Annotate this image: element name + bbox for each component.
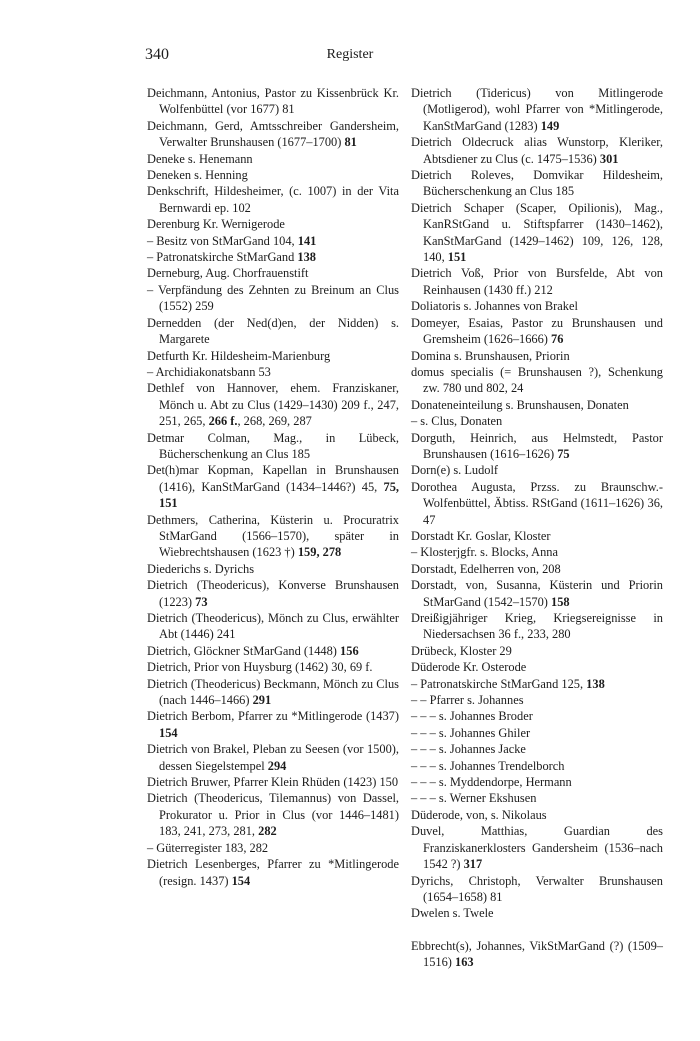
index-entry (147, 840, 399, 856)
entry-text: Detmar Colman, Mag., in Lübeck, Bücherschenkung an Clus 185 (147, 430, 399, 461)
index-entry (411, 200, 663, 266)
entry-text: Derenburg Kr. Wernigerode (147, 217, 285, 232)
index-entry (411, 265, 663, 298)
index-entry (411, 298, 663, 314)
entry-text: Deichmann, Antonius, Pastor zu Kissenbrück Kr. Wolfenbüttel (vor 1677) 81 (147, 86, 399, 117)
entry-text: Dorstadt, von, Susanna, Küsterin und Priorin StMarGand (1542–1570) (411, 578, 663, 609)
entry-text: Det(h)mar Kopman, Kapellan in Brunshausen (1416), KanStMarGand (1434–1446?) 45, (147, 463, 399, 494)
entry-text: Domeyer, Esaias, Pastor zu Brunshausen und Gremsheim (1626–1666) (411, 315, 663, 347)
index-entry (147, 741, 399, 774)
index-entry (411, 364, 663, 397)
entry-main-reference: 154 (159, 725, 178, 740)
index-entry (411, 823, 663, 872)
entry-text: Donateneinteilung s. Brunshausen, Donaten (411, 397, 629, 412)
index-entry (411, 725, 663, 741)
entry-text: Dietrich (Theodericus, Tilemannus) von Dassel, Prokurator u. Prior in Clus (vor 1446–1481) 183, 241, 273, 281, (147, 791, 399, 839)
entry-text: Düderode, von, s. Nikolaus (411, 807, 547, 822)
entry-main-reference: 158 (551, 594, 570, 609)
entry-text: Domina s. Brunshausen, Priorin (411, 348, 570, 363)
index-entry (147, 774, 399, 790)
index-entry (411, 643, 663, 659)
index-entry (147, 430, 399, 463)
entry-text: – Klosterjgfr. s. Blocks, Anna (411, 545, 558, 560)
running-head: Register (326, 47, 374, 62)
index-entry (147, 315, 399, 348)
entry-text: Dethmers, Catherina, Küsterin u. Procuratrix StMarGand (1566–1570), später in Wiebrechtshausen (1623 †) (147, 512, 399, 560)
entry-text: Dorstadt Kr. Goslar, Kloster (411, 528, 551, 543)
index-entry (147, 282, 399, 315)
entry-text: Deneke s. Henemann (147, 151, 253, 166)
entry-main-reference: 291 (252, 693, 272, 708)
entry-main-reference: 141 (297, 233, 317, 248)
entry-text-continued: , 268, 269, 287 (237, 414, 312, 429)
entry-main-reference: 163 (455, 955, 474, 970)
entry-text: Dietrich Lesenberges, Pfarrer zu *Mitlingerode (resign. 1437) (147, 857, 399, 888)
entry-text: Deichmann, Gerd, Amtsschreiber Gandersheim, Verwalter Brunshausen (1677–1700) (147, 118, 399, 150)
index-entry (411, 873, 663, 906)
entry-text: Dietrich (Theodericus) Beckmann, Mönch zu Clus (nach 1446–1466) (147, 676, 399, 708)
entry-main-reference: 76 (551, 332, 564, 347)
index-entry (411, 315, 663, 348)
index-entry (411, 807, 663, 823)
entry-text: Dietrich (Theodericus), Konverse Brunshausen (1223) (147, 578, 399, 609)
entry-text: Duvel, Matthias, Guardian des Franziskanerklosters Gandersheim (1536–nach 1542 ?) (411, 824, 663, 872)
entry-text: – – – s. Johannes Ghiler (411, 725, 531, 740)
entry-main-reference: 75 (557, 446, 570, 461)
index-entry (147, 118, 399, 151)
entry-text: Dietrich Bruwer, Pfarrer Klein Rhüden (1423) 150 (147, 775, 399, 790)
index-entry (147, 167, 399, 183)
page-number: 340 (145, 46, 169, 63)
index-entry (147, 561, 399, 577)
entry-text: Dietrich (Theodericus), Mönch zu Clus, erwählter Abt (1446) 241 (147, 611, 399, 642)
entry-main-reference: 266 f. (208, 414, 238, 429)
index-entry (411, 758, 663, 774)
entry-text: Dietrich Roleves, Domvikar Hildesheim, Bücherschenkung an Clus 185 (411, 168, 663, 199)
entry-text: Dietrich (Tidericus) von Mitlingerode (Motligerod), wohl Pfarrer von *Mitlingerode, KanStMarGand (1283) (411, 86, 663, 133)
index-column-right (411, 85, 663, 971)
entry-text: Dyrichs, Christoph, Verwalter Brunshausen (1654–1658) 81 (411, 873, 663, 904)
index-entry (411, 348, 663, 364)
index-entry (411, 905, 663, 921)
entry-text: – – – s. Werner Ekshusen (411, 791, 537, 806)
entry-text: Diederichs s. Dyrichs (147, 561, 255, 576)
entry-main-reference: 154 (231, 873, 251, 888)
entry-text: Dietrich von Brakel, Pleban zu Seesen (vor 1500), dessen Siegelstempel (147, 742, 399, 773)
entry-main-reference: 75, 151 (159, 479, 399, 511)
entry-text: – Güterregister 183, 282 (147, 840, 269, 855)
entry-text: Derneburg, Aug. Chorfrauenstift (147, 266, 309, 281)
entry-text: – – – s. Johannes Trendelborch (411, 758, 565, 773)
index-entry (147, 708, 399, 741)
entry-text: – Besitz von StMarGand 104, (147, 233, 298, 248)
index-entry (147, 577, 399, 610)
index-entry (147, 856, 399, 889)
index-entry (411, 479, 663, 528)
index-entry (411, 708, 663, 724)
entry-text: Doliatoris s. Johannes von Brakel (411, 299, 578, 314)
index-entry (411, 741, 663, 757)
entry-text: Dreißigjähriger Krieg, Kriegsereignisse in Niedersachsen 36 f., 233, 280 (411, 611, 663, 642)
index-entry (411, 462, 663, 478)
entry-main-reference: 301 (599, 151, 619, 166)
entry-text: Dorothea Augusta, Przss. zu Braunschw.-Wolfenbüttel, Äbtiss. RStGand (1611–1626) 36, 47 (411, 479, 663, 527)
index-entry (147, 659, 399, 675)
index-entry (411, 610, 663, 643)
index-entry (411, 430, 663, 463)
entry-main-reference: 149 (540, 118, 560, 133)
index-entry (411, 167, 663, 200)
index-entry (411, 577, 663, 610)
entry-text: Düderode Kr. Osterode (411, 660, 527, 675)
entry-text: – Verpfändung des Zehnten zu Breinum an Clus (1552) 259 (147, 282, 399, 314)
index-entry (147, 364, 399, 380)
index-entry (147, 462, 399, 511)
entry-main-reference: 138 (297, 250, 316, 265)
index-column-left (147, 85, 399, 889)
entry-text: – s. Clus, Donaten (411, 414, 503, 429)
entry-text: Dernedden (der Ned(d)en, der Nidden) s. Margarete (147, 315, 399, 347)
index-entry (411, 938, 663, 971)
entry-text: – – – s. Johannes Broder (411, 709, 533, 724)
index-entry (147, 380, 399, 429)
index-entry (411, 790, 663, 806)
index-entry (147, 183, 399, 216)
index-entry (147, 790, 399, 839)
entry-main-reference: 81 (344, 135, 357, 150)
entry-text: Dwelen s. Twele (411, 906, 494, 921)
entry-text: Dietrich Berbom, Pfarrer zu *Mitlingerode (1437) (147, 709, 399, 724)
entry-main-reference: 159, 278 (297, 545, 342, 560)
index-entry (147, 643, 399, 659)
entry-main-reference: 138 (586, 676, 605, 691)
index-entry (411, 397, 663, 413)
entry-text: domus specialis (= Brunshausen ?), Schenkung zw. 780 und 802, 24 (411, 364, 663, 396)
entry-main-reference: 317 (463, 857, 483, 872)
index-entry (147, 216, 399, 232)
entry-text: Dorn(e) s. Ludolf (411, 463, 499, 478)
index-entry (411, 85, 663, 134)
entry-text: Dietrich, Prior von Huysburg (1462) 30, 69 f. (147, 660, 373, 675)
index-entry (147, 151, 399, 167)
index-entry (411, 134, 663, 167)
index-entry (147, 249, 399, 265)
entry-main-reference: 282 (258, 824, 277, 839)
entry-text: Dietrich, Glöckner StMarGand (1448) (147, 643, 341, 658)
index-entry (147, 512, 399, 561)
entry-text: Dethlef von Hannover, ehem. Franziskaner, Mönch u. Abt zu Clus (1429–1430) 209 f., 247, 251, 265, (147, 381, 399, 429)
index-entry (411, 413, 663, 429)
entry-text: – – – s. Myddendorpe, Hermann (411, 775, 572, 790)
index-entry (147, 265, 399, 281)
entry-text: Deneken s. Henning (147, 168, 248, 183)
column-gap (411, 922, 663, 938)
index-entry (147, 85, 399, 118)
entry-text: Dietrich Oldecruck alias Wunstorp, Kleriker, Abtsdiener zu Clus (c. 1475–1536) (411, 135, 663, 166)
index-entry (147, 233, 399, 249)
entry-text: Ebbrecht(s), Johannes, VikStMarGand (?) (1509–1516) (411, 938, 663, 970)
entry-text: – – Pfarrer s. Johannes (411, 693, 524, 708)
entry-text: Dietrich Schaper (Scaper, Opilionis), Mag., KanRStGand u. Stiftspfarrer (1430–1462), KanStMarGand (1429–1462) 109, 126, 128, 140, (411, 200, 663, 265)
index-entry (411, 774, 663, 790)
entry-text: – Archidiakonatsbann 53 (147, 364, 271, 379)
entry-text: – – – s. Johannes Jacke (411, 742, 526, 757)
entry-text: Dietrich Voß, Prior von Bursfelde, Abt von Reinhausen (1430 ff.) 212 (411, 266, 663, 297)
entry-text: Dorstadt, Edelherren von, 208 (411, 561, 561, 576)
entry-text: Dorguth, Heinrich, aus Helmstedt, Pastor Brunshausen (1616–1626) (411, 430, 663, 461)
index-entry (411, 692, 663, 708)
index-entry (411, 659, 663, 675)
entry-main-reference: 73 (195, 594, 208, 609)
entry-main-reference: 151 (447, 250, 467, 265)
index-entry (411, 544, 663, 560)
index-entry (411, 528, 663, 544)
entry-text: – Patronatskirche StMarGand (147, 250, 298, 265)
entry-text: Denkschrift, Hildesheimer, (c. 1007) in der Vita Bernwardi ep. 102 (147, 184, 399, 215)
index-entry (147, 348, 399, 364)
index-entry (147, 610, 399, 643)
index-entry (411, 561, 663, 577)
index-entry (411, 676, 663, 692)
entry-main-reference: 294 (267, 758, 287, 773)
index-entry (147, 676, 399, 709)
entry-main-reference: 156 (340, 643, 359, 658)
entry-text: Detfurth Kr. Hildesheim-Marienburg (147, 348, 331, 363)
entry-text: – Patronatskirche StMarGand 125, (411, 676, 587, 691)
entry-text: Drübeck, Kloster 29 (411, 643, 512, 658)
